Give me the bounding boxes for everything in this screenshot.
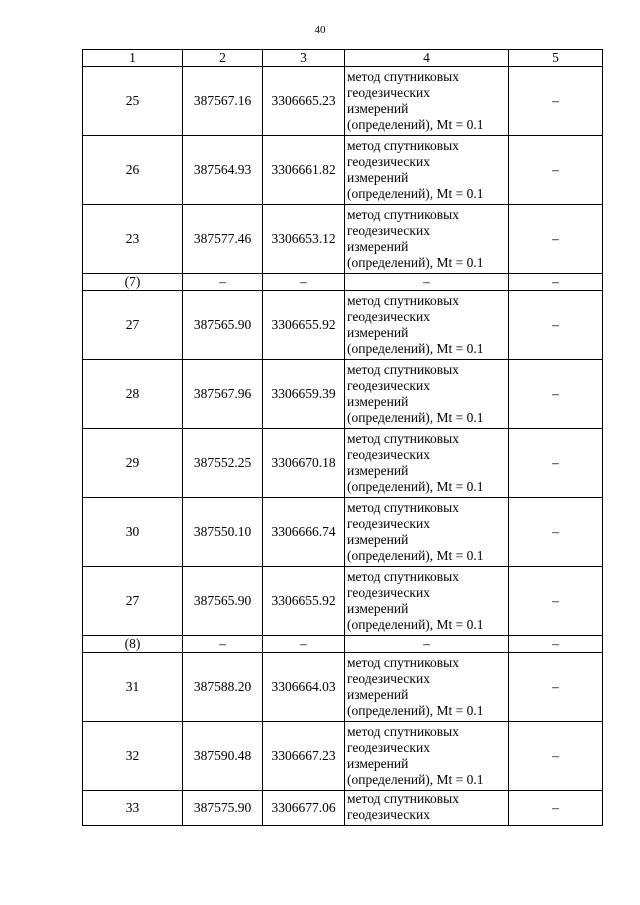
col5-cell: – xyxy=(509,567,603,636)
col5-cell: – xyxy=(509,636,603,653)
method-cell: – xyxy=(345,274,509,291)
x-coordinate-cell: 387565.90 xyxy=(183,567,263,636)
method-line: метод спутниковых xyxy=(347,791,459,806)
method-line: измерений xyxy=(347,394,409,409)
col5-cell: – xyxy=(509,722,603,791)
table-row xyxy=(83,67,603,136)
point-number-cell: 27 xyxy=(83,567,183,636)
table-row xyxy=(83,205,603,274)
method-line: метод спутниковых xyxy=(347,655,459,670)
page-number: 40 xyxy=(314,24,326,36)
method-line: метод спутниковых xyxy=(347,69,459,84)
method-line: измерений xyxy=(347,687,409,702)
method-cell xyxy=(345,360,509,429)
table-row xyxy=(83,360,603,429)
method-line: метод спутниковых xyxy=(347,362,459,377)
col5-cell: – xyxy=(509,274,603,291)
method-line: (определений), Mt = 0.1 xyxy=(347,186,484,201)
x-coordinate-cell: 387564.93 xyxy=(183,136,263,205)
point-number-cell: 28 xyxy=(83,360,183,429)
method-line: измерений xyxy=(347,532,409,547)
y-coordinate-cell: 3306664.03 xyxy=(263,653,345,722)
method-line: измерений xyxy=(347,239,409,254)
table-row xyxy=(83,722,603,791)
method-line: измерений xyxy=(347,463,409,478)
y-coordinate-cell: 3306666.74 xyxy=(263,498,345,567)
point-number-cell: (8) xyxy=(83,636,183,653)
method-cell xyxy=(345,498,509,567)
point-number-cell: 26 xyxy=(83,136,183,205)
method-line: (определений), Mt = 0.1 xyxy=(347,548,484,563)
method-line: геодезических xyxy=(347,154,430,169)
point-number-cell: 31 xyxy=(83,653,183,722)
y-coordinate-cell: 3306670.18 xyxy=(263,429,345,498)
col5-cell: – xyxy=(509,360,603,429)
method-line: (определений), Mt = 0.1 xyxy=(347,479,484,494)
col5-cell: – xyxy=(509,291,603,360)
method-line: метод спутниковых xyxy=(347,138,459,153)
col5-cell: – xyxy=(509,67,603,136)
x-coordinate-cell: 387567.96 xyxy=(183,360,263,429)
x-coordinate-cell: – xyxy=(183,636,263,653)
method-line: метод спутниковых xyxy=(347,207,459,222)
y-coordinate-cell: 3306665.23 xyxy=(263,67,345,136)
point-number-cell: (7) xyxy=(83,274,183,291)
point-number-cell: 27 xyxy=(83,291,183,360)
method-line: геодезических xyxy=(347,585,430,600)
method-line: измерений xyxy=(347,170,409,185)
contour-separator-row xyxy=(83,274,603,291)
method-line: (определений), Mt = 0.1 xyxy=(347,410,484,425)
method-line: (определений), Mt = 0.1 xyxy=(347,255,484,270)
method-line: геодезических xyxy=(347,309,430,324)
point-number-cell: 32 xyxy=(83,722,183,791)
method-line: метод спутниковых xyxy=(347,500,459,515)
table-row xyxy=(83,498,603,567)
method-line: метод спутниковых xyxy=(347,293,459,308)
table-body xyxy=(83,67,603,826)
method-cell: – xyxy=(345,636,509,653)
method-line: геодезических xyxy=(347,807,430,822)
y-coordinate-cell: 3306659.39 xyxy=(263,360,345,429)
method-line: (определений), Mt = 0.1 xyxy=(347,617,484,632)
table-row xyxy=(83,291,603,360)
col5-cell: – xyxy=(509,653,603,722)
x-coordinate-cell: 387588.20 xyxy=(183,653,263,722)
col5-cell: – xyxy=(509,791,603,826)
method-line: (определений), Mt = 0.1 xyxy=(347,341,484,356)
method-line: (определений), Mt = 0.1 xyxy=(347,772,484,787)
y-coordinate-cell: 3306655.92 xyxy=(263,291,345,360)
method-line: геодезических xyxy=(347,85,430,100)
y-coordinate-cell: 3306653.12 xyxy=(263,205,345,274)
y-coordinate-cell: 3306677.06 xyxy=(263,791,345,826)
col5-cell: – xyxy=(509,136,603,205)
table-row xyxy=(83,567,603,636)
col5-cell: – xyxy=(509,205,603,274)
method-line: измерений xyxy=(347,101,409,116)
col5-cell: – xyxy=(509,498,603,567)
method-line: геодезических xyxy=(347,447,430,462)
point-number-cell: 23 xyxy=(83,205,183,274)
method-line: геодезических xyxy=(347,378,430,393)
x-coordinate-cell: 387552.25 xyxy=(183,429,263,498)
method-cell xyxy=(345,722,509,791)
x-coordinate-cell: 387590.48 xyxy=(183,722,263,791)
method-cell xyxy=(345,291,509,360)
method-line: измерений xyxy=(347,325,409,340)
method-cell xyxy=(345,653,509,722)
col5-cell: – xyxy=(509,429,603,498)
header-col-4: 4 xyxy=(345,50,509,67)
y-coordinate-cell: 3306667.23 xyxy=(263,722,345,791)
method-line: метод спутниковых xyxy=(347,569,459,584)
header-col-3: 3 xyxy=(263,50,345,67)
header-col-2: 2 xyxy=(183,50,263,67)
method-line: метод спутниковых xyxy=(347,431,459,446)
point-number-cell: 25 xyxy=(83,67,183,136)
contour-separator-row xyxy=(83,636,603,653)
x-coordinate-cell: 387575.90 xyxy=(183,791,263,826)
x-coordinate-cell: 387565.90 xyxy=(183,291,263,360)
coordinates-table xyxy=(82,49,603,826)
method-cell xyxy=(345,567,509,636)
y-coordinate-cell: 3306655.92 xyxy=(263,567,345,636)
method-cell xyxy=(345,205,509,274)
y-coordinate-cell: – xyxy=(263,636,345,653)
method-line: измерений xyxy=(347,756,409,771)
x-coordinate-cell: 387577.46 xyxy=(183,205,263,274)
table-row xyxy=(83,136,603,205)
y-coordinate-cell: 3306661.82 xyxy=(263,136,345,205)
table-row xyxy=(83,653,603,722)
header-col-5: 5 xyxy=(509,50,603,67)
header-col-1: 1 xyxy=(83,50,183,67)
method-line: геодезических xyxy=(347,740,430,755)
point-number-cell: 33 xyxy=(83,791,183,826)
method-cell xyxy=(345,791,509,826)
method-cell xyxy=(345,67,509,136)
x-coordinate-cell: 387550.10 xyxy=(183,498,263,567)
method-line: измерений xyxy=(347,601,409,616)
method-line: (определений), Mt = 0.1 xyxy=(347,117,484,132)
table-row xyxy=(83,791,603,826)
point-number-cell: 29 xyxy=(83,429,183,498)
method-line: метод спутниковых xyxy=(347,724,459,739)
table-header-row xyxy=(83,50,603,67)
x-coordinate-cell: 387567.16 xyxy=(183,67,263,136)
method-cell xyxy=(345,136,509,205)
method-line: геодезических xyxy=(347,671,430,686)
x-coordinate-cell: – xyxy=(183,274,263,291)
method-line: (определений), Mt = 0.1 xyxy=(347,703,484,718)
method-line: геодезических xyxy=(347,516,430,531)
method-cell xyxy=(345,429,509,498)
y-coordinate-cell: – xyxy=(263,274,345,291)
point-number-cell: 30 xyxy=(83,498,183,567)
method-line: геодезических xyxy=(347,223,430,238)
table-row xyxy=(83,429,603,498)
